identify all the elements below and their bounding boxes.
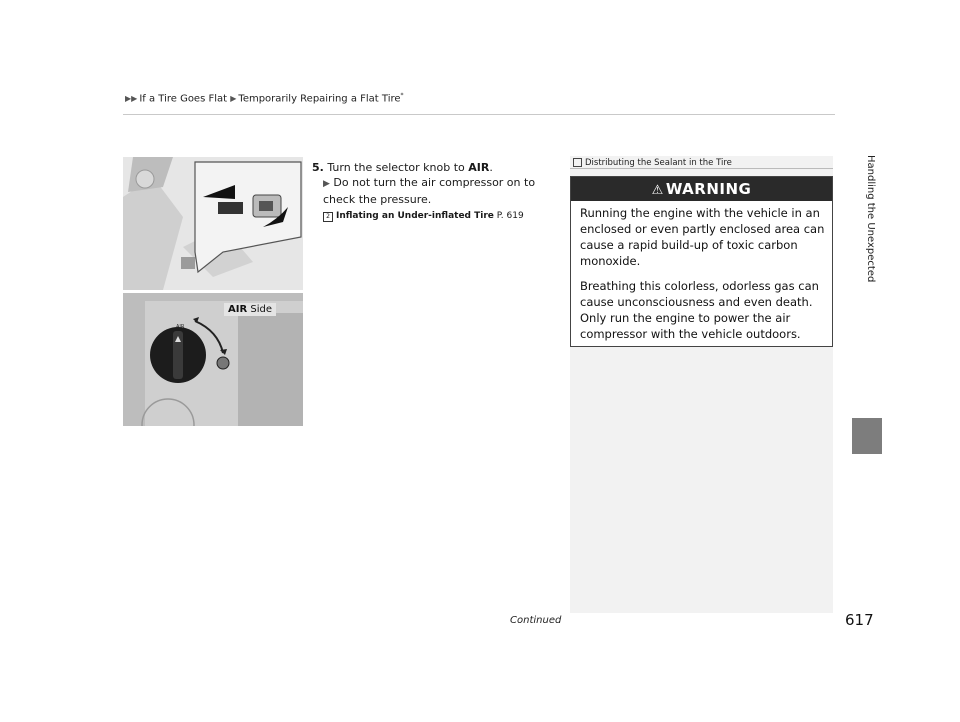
step-5: [312, 160, 562, 175]
warning-header: [571, 177, 832, 201]
illustration-panel-knob: [123, 293, 303, 426]
callout-text: Side: [247, 304, 272, 315]
breadcrumb: [125, 92, 404, 104]
illustration: [123, 157, 303, 426]
reference-title[interactable]: Inflating an Under-inflated Tire: [336, 211, 494, 221]
notes-divider: [570, 168, 833, 169]
knob-air-label: AIR: [176, 324, 185, 330]
warning-paragraph-1: Running the engine with the vehicle in an enclosed or even partly enclosed area can cause a rapid build-up of toxic carbon monoxide.: [580, 206, 825, 268]
step-text-bold: AIR: [468, 161, 490, 174]
continued-label: Continued: [510, 615, 562, 626]
warning-box: [570, 176, 833, 347]
footnote-mark: *: [400, 92, 404, 99]
cross-reference[interactable]: [323, 211, 524, 222]
page-number: 617: [845, 611, 874, 629]
reference-icon: 2: [323, 212, 333, 222]
warning-label: WARNING: [665, 180, 752, 198]
warning-triangle-icon: ⚠: [651, 183, 664, 198]
side-tab-label[interactable]: Handling the Unexpected: [865, 155, 876, 283]
step-text-suffix: .: [489, 161, 493, 174]
outlet-illustration: [123, 157, 303, 290]
notes-title: [573, 158, 732, 168]
illustration-panel-outlet: [123, 157, 303, 290]
reference-page[interactable]: P. 619: [493, 211, 524, 221]
note-arrow-icon: ▶: [323, 179, 330, 189]
step-number: 5.: [312, 161, 324, 174]
notes-icon: [573, 158, 582, 167]
notes-title-text: Distributing the Sealant in the Tire: [585, 158, 732, 168]
breadcrumb-arrow-icon: ▶: [230, 94, 237, 104]
step-text: Turn the selector knob to: [327, 161, 469, 174]
warning-paragraph-2: Breathing this colorless, odorless gas can cause unconsciousness and even death. Only run the engine to power the air compressor with the vehicle outdoors.: [580, 279, 819, 341]
air-side-callout: [224, 303, 276, 316]
selector-knob-illustration: [123, 293, 303, 426]
step-note-text: Do not turn the air compressor on to check the pressure.: [323, 176, 536, 206]
callout-bold: AIR: [228, 304, 248, 315]
side-tab-marker[interactable]: [852, 418, 882, 454]
breadcrumb-item[interactable]: If a Tire Goes Flat: [139, 93, 228, 105]
breadcrumb-item-current[interactable]: Temporarily Repairing a Flat Tire: [238, 93, 401, 105]
breadcrumb-arrow-icon: ▶▶: [125, 94, 138, 104]
step-5-note: [323, 175, 553, 207]
header-divider: [123, 114, 835, 115]
